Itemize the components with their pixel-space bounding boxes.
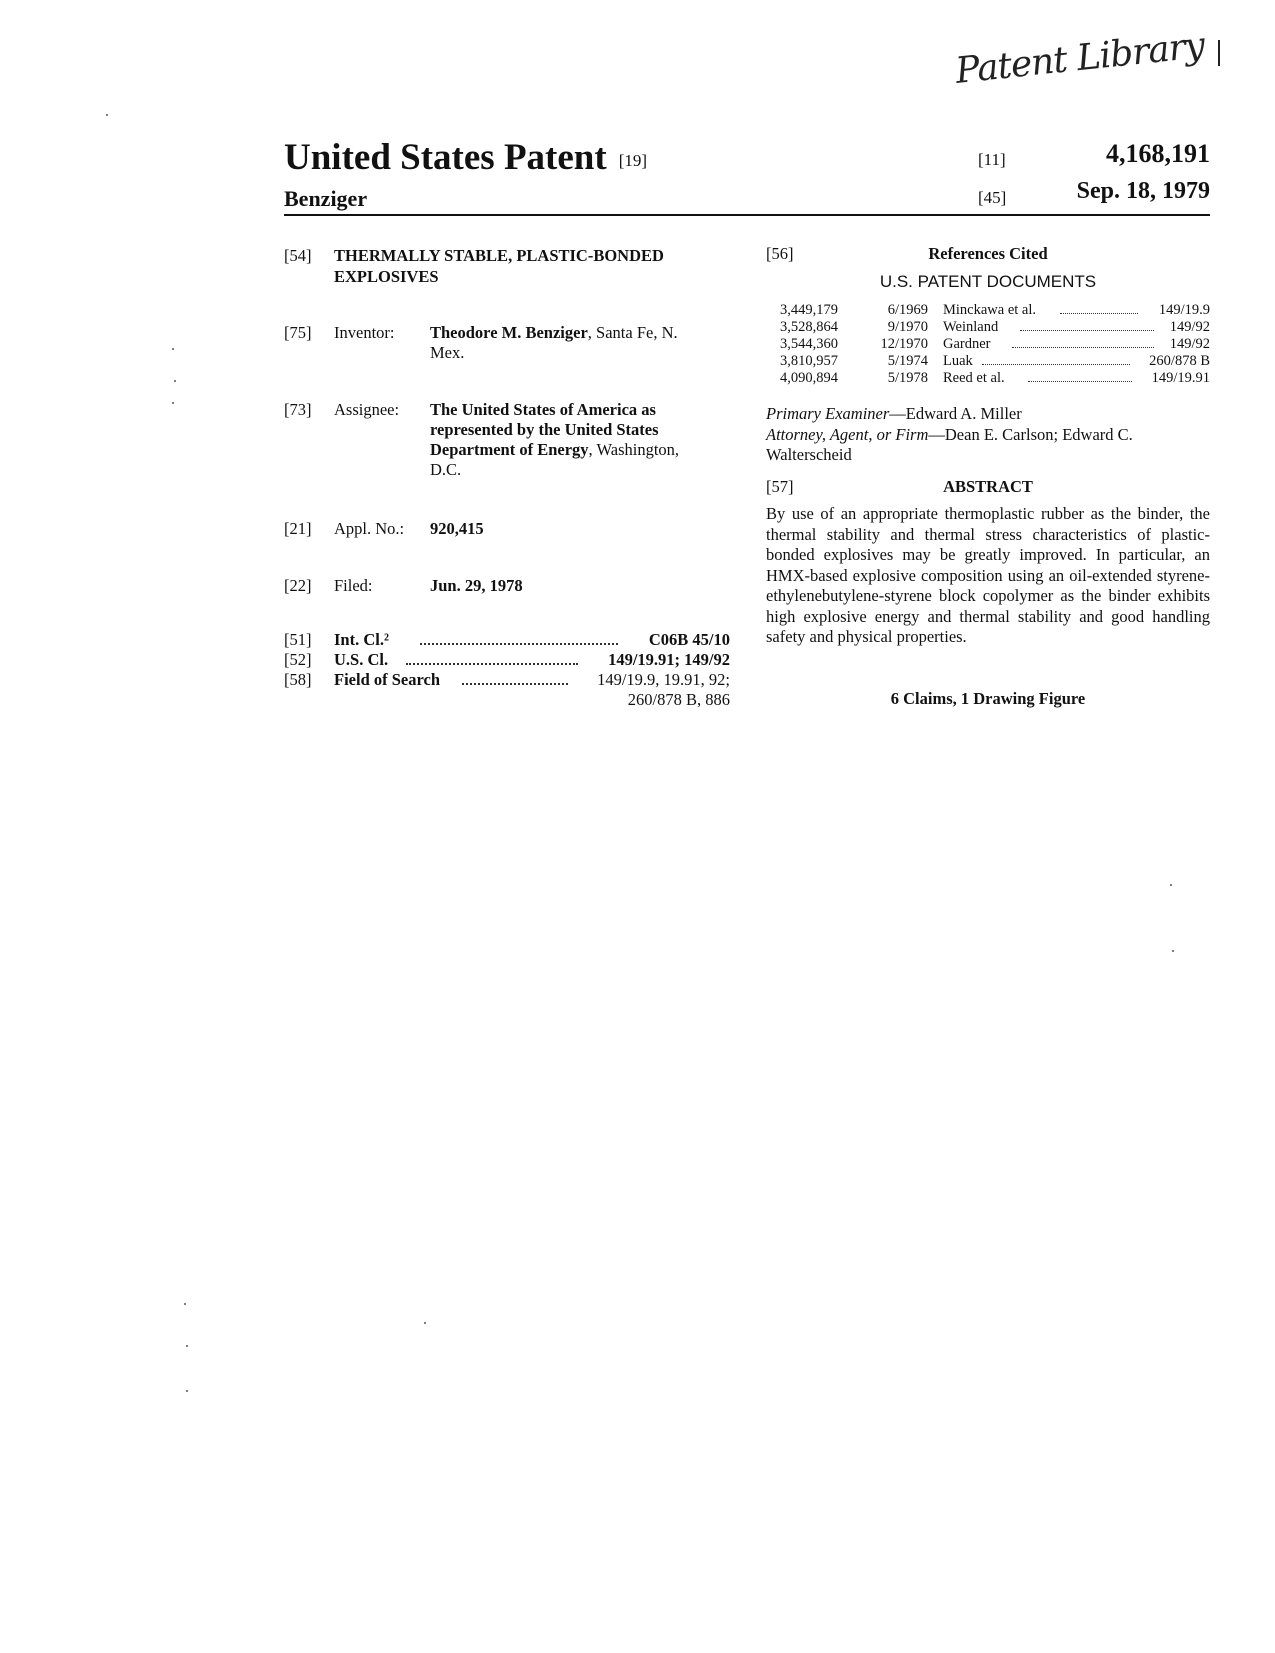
- assignee-line4: D.C.: [430, 460, 462, 479]
- attorney-names: —Dean E. Carlson; Edward C.: [928, 424, 1133, 444]
- scan-speck: [186, 1345, 188, 1347]
- refs-subtitle: U.S. PATENT DOCUMENTS: [879, 272, 1097, 291]
- inventor-label: Inventor:: [334, 323, 395, 342]
- field-search-continued: 260/878 B, 886: [627, 690, 730, 709]
- title-field-code: [54]: [284, 246, 312, 265]
- claims-summary: 6 Claims, 1 Drawing Figure: [890, 689, 1086, 708]
- patent-number: 4,168,191: [1106, 139, 1210, 168]
- reference-row: [780, 319, 1210, 336]
- dot-leader: [1012, 347, 1154, 348]
- ref-number: 3,449,179: [780, 302, 838, 318]
- assignee-department: Department of Energy: [430, 440, 589, 459]
- patent-number-code: [11]: [978, 150, 1006, 169]
- scan-speck: [106, 114, 108, 116]
- inventor-line1: [430, 323, 678, 343]
- scan-speck: [184, 1303, 186, 1305]
- reference-row: [780, 302, 1210, 319]
- ref-inventor: Reed et al.: [943, 370, 1005, 386]
- title-code: [19]: [618, 150, 648, 170]
- us-cl-name: U.S. Cl.: [334, 650, 389, 669]
- scan-speck: [186, 1390, 188, 1392]
- reference-row: [780, 336, 1210, 353]
- dot-leader: [1028, 381, 1132, 382]
- inventor-short-name: Benziger: [284, 186, 368, 211]
- field-title: [284, 246, 734, 290]
- primary-examiner-line: [766, 404, 1210, 425]
- field-assignee: [284, 400, 734, 484]
- assignee-label: Assignee:: [334, 400, 400, 419]
- scan-speck: [424, 1322, 426, 1324]
- scan-speck: [1172, 950, 1174, 952]
- inventor-name: Theodore M. Benziger: [430, 323, 588, 342]
- assignee-line2: represented by the United States: [430, 420, 659, 439]
- ref-number: 3,810,957: [780, 353, 838, 369]
- ref-inventor: Weinland: [943, 319, 999, 335]
- ref-date: 5/1978: [887, 370, 928, 386]
- field-search-name: Field of Search: [334, 670, 441, 689]
- inventor-location: , Santa Fe, N.: [587, 323, 678, 342]
- ref-date: 6/1969: [887, 302, 928, 318]
- ref-inventor: Minckawa et al.: [943, 302, 1037, 318]
- abstract-text: By use of an appropriate thermoplastic rubber as the binder, the thermal stability and thermal stress characteristics of plastic-bonded explosives may be greatly improved. In particular, an HMX-based explosive composition using an oil-extended styrene-ethylenebutylene-styrene block copolymer as the binder exhibits high explosive energy and thermal stability and good handling safety and physical properties.: [766, 504, 1210, 646]
- dot-leader: [462, 683, 568, 685]
- assignee-line3: [430, 440, 679, 460]
- attorney-line: [766, 425, 1210, 446]
- dot-leader: [420, 643, 618, 645]
- field-appl-no: [284, 519, 734, 541]
- appl-field-code: [21]: [284, 519, 312, 538]
- examiner-block: [766, 404, 1210, 466]
- refs-title: References Cited: [928, 244, 1048, 263]
- ref-number: 4,090,894: [780, 370, 838, 386]
- filed-value: Jun. 29, 1978: [430, 576, 523, 595]
- abstract-code: [57]: [766, 477, 794, 496]
- ref-date: 5/1974: [887, 353, 928, 369]
- dot-leader: [406, 663, 578, 665]
- examiner-name: —Edward A. Miller: [889, 404, 1022, 423]
- assignee-field-code: [73]: [284, 400, 312, 419]
- ref-class: 149/19.91: [1151, 370, 1210, 386]
- ref-number: 3,544,360: [780, 336, 838, 352]
- ref-date: 12/1970: [880, 336, 928, 352]
- invention-title-line2: EXPLOSIVES: [334, 267, 439, 286]
- filed-field-code: [22]: [284, 576, 312, 595]
- invention-title-line1: THERMALLY STABLE, PLASTIC-BONDED: [334, 246, 664, 265]
- classification-field-of-search: [284, 670, 730, 690]
- us-cl-code: [52]: [284, 650, 312, 669]
- ref-class: 149/92: [1169, 336, 1210, 352]
- attorney-continued: Walterscheid: [766, 445, 852, 464]
- scan-speck: [172, 348, 174, 350]
- appl-value: 920,415: [430, 519, 484, 538]
- inventor-field-code: [75]: [284, 323, 312, 342]
- handwritten-note: Patent Library: [953, 25, 1207, 92]
- assignee-city: , Washington,: [588, 440, 680, 459]
- pen-mark: [1218, 40, 1220, 66]
- reference-row: [780, 353, 1210, 370]
- examiner-label: Primary Examiner: [766, 404, 890, 423]
- dot-leader: [1060, 313, 1138, 314]
- dot-leader: [982, 364, 1130, 365]
- issue-date: Sep. 18, 1979: [1076, 178, 1210, 204]
- document-title: [284, 136, 647, 179]
- scan-speck: [174, 380, 176, 382]
- date-code: [45]: [978, 188, 1007, 207]
- field-filed: [284, 576, 734, 598]
- title-text: United States Patent: [284, 137, 607, 178]
- classification-int-cl: [284, 630, 730, 650]
- dot-leader: [1020, 330, 1154, 331]
- us-cl-value: [608, 650, 730, 670]
- int-cl-name: Int. Cl.²: [334, 630, 389, 649]
- field-search-code: [58]: [284, 670, 312, 689]
- field-inventor: [284, 323, 734, 367]
- ref-class: 149/92: [1169, 319, 1210, 335]
- int-cl-code: [51]: [284, 630, 312, 649]
- attorney-label: Attorney, Agent, or Firm: [766, 424, 929, 444]
- inventor-state: Mex.: [430, 343, 465, 362]
- classification-us-cl: [284, 650, 730, 670]
- scan-speck: [172, 402, 174, 404]
- refs-code: [56]: [766, 244, 794, 263]
- field-search-value: 149/19.9, 19.91, 92;: [597, 670, 730, 689]
- ref-class: 149/19.9: [1158, 302, 1210, 318]
- references-table: [780, 302, 1210, 387]
- ref-number: 3,528,864: [780, 319, 838, 335]
- ref-inventor: Luak: [943, 353, 973, 369]
- header-rule: [284, 214, 1210, 216]
- reference-row: [780, 370, 1210, 387]
- ref-class: 260/878 B: [1149, 353, 1210, 369]
- abstract-title: ABSTRACT: [943, 477, 1033, 496]
- appl-label: Appl. No.:: [334, 519, 405, 538]
- ref-date: 9/1970: [887, 319, 928, 335]
- us-cl-value-text: 149/19.91; 149/92: [608, 650, 730, 669]
- ref-inventor: Gardner: [943, 336, 991, 352]
- scan-speck: [1170, 884, 1172, 886]
- int-cl-value: C06B 45/10: [648, 630, 730, 649]
- assignee-line1: The United States of America as: [430, 400, 656, 419]
- filed-label: Filed:: [334, 576, 373, 595]
